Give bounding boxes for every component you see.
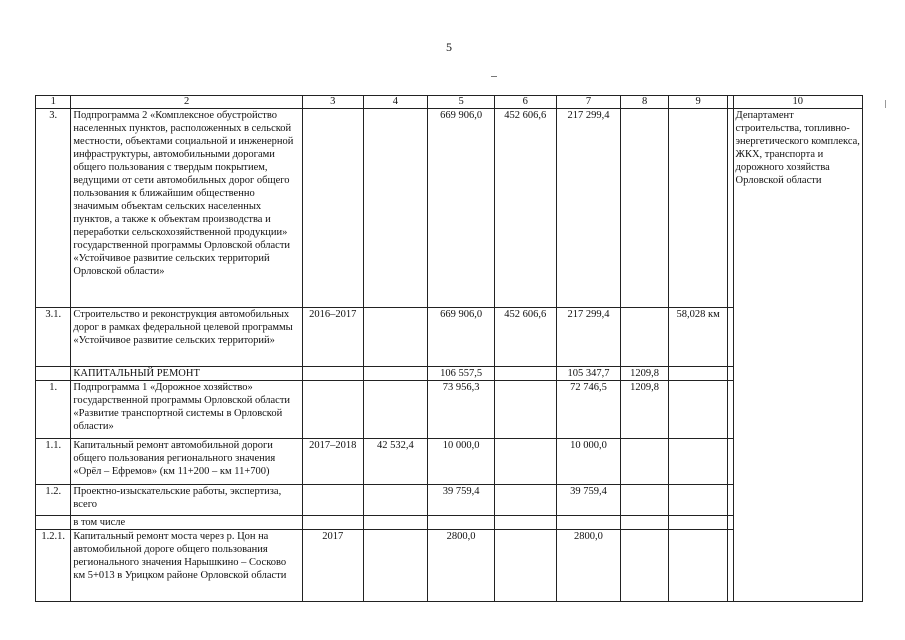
row-col4 [363,308,428,367]
column-gap [728,485,733,516]
row-col7: 39 759,4 [556,485,621,516]
row-number: 1.2. [36,485,71,516]
row-col6 [494,485,556,516]
row-col5: 10 000,0 [428,439,495,485]
header-cell: 4 [363,96,428,109]
row-col7: 10 000,0 [556,439,621,485]
row-period [302,367,363,381]
row-number: 1. [36,381,71,439]
row-col5: 73 956,3 [428,381,495,439]
row-col6 [494,439,556,485]
row-col7: 72 746,5 [556,381,621,439]
header-cell: 6 [494,96,556,109]
row-col9 [668,530,728,602]
row-col6 [494,381,556,439]
header-cell: 3 [302,96,363,109]
row-col9 [668,381,728,439]
row-period: 2016–2017 [302,308,363,367]
row-name: Подпрограмма 1 «Дорожное хозяйство» государственной программы Орловской области «Развитие транспортной системы в Орловской области» [71,381,303,439]
row-number [36,367,71,381]
row-col5: 106 557,5 [428,367,495,381]
row-col4 [363,516,428,530]
row-col8 [621,516,669,530]
row-col7: 2800,0 [556,530,621,602]
row-col8 [621,530,669,602]
column-gap [728,439,733,485]
header-cell: 8 [621,96,669,109]
header-row [36,96,863,109]
row-period: 2017 [302,530,363,602]
row-col6 [494,516,556,530]
row-period [302,516,363,530]
row-col6: 452 606,6 [494,109,556,308]
responsible-department: Департамент строительства, топливно-энергетического комплекса, ЖКХ, транспорта и дорожного хозяйства Орловской области [733,109,862,602]
row-name: КАПИТАЛЬНЫЙ РЕМОНТ [71,367,303,381]
row-col7 [556,516,621,530]
row-period: 2017–2018 [302,439,363,485]
scan-mark [491,76,497,77]
row-period [302,485,363,516]
row-period [302,381,363,439]
row-col8: 1209,8 [621,367,669,381]
table-row [36,109,863,308]
row-name: Капитальный ремонт автомобильной дороги общего пользования регионального значения «Орёл – Ефремов» (км 11+200 – км 11+700) [71,439,303,485]
row-col9: 58,028 км [668,308,728,367]
header-cell: 1 [36,96,71,109]
row-col5: 669 906,0 [428,109,495,308]
row-col9 [668,109,728,308]
row-col4: 42 532,4 [363,439,428,485]
row-col6 [494,367,556,381]
column-gap [728,381,733,439]
row-col7: 105 347,7 [556,367,621,381]
column-gap [728,367,733,381]
row-col9 [668,367,728,381]
scan-mark-right [885,100,886,108]
row-col4 [363,109,428,308]
row-col8 [621,308,669,367]
header-cell: 2 [71,96,303,109]
row-number: 1.1. [36,439,71,485]
row-name: Проектно-изыскательские работы, экспертиза, всего [71,485,303,516]
row-number [36,516,71,530]
row-col5: 39 759,4 [428,485,495,516]
row-col7: 217 299,4 [556,308,621,367]
header-cell: 7 [556,96,621,109]
row-col6: 452 606,6 [494,308,556,367]
row-number: 3.1. [36,308,71,367]
column-gap [728,516,733,530]
row-name: Строительство и реконструкция автомобильных дорог в рамках федеральной целевой программы «Устойчивое развитие сельских территорий» [71,308,303,367]
row-col8: 1209,8 [621,381,669,439]
row-name: в том числе [71,516,303,530]
row-col9 [668,439,728,485]
row-col4 [363,381,428,439]
row-number: 1.2.1. [36,530,71,602]
row-col5: 669 906,0 [428,308,495,367]
page-number: 5 [446,40,452,54]
header-cell: 10 [733,96,862,109]
row-col8 [621,485,669,516]
row-col9 [668,485,728,516]
row-name: Капитальный ремонт моста через р. Цон на автомобильной дороге общего пользования регионального значения Нарышкино – Сосково км 5+013 в Урицком районе Орловской области [71,530,303,602]
column-gap [728,308,733,367]
row-col5 [428,516,495,530]
row-col4 [363,530,428,602]
row-col6 [494,530,556,602]
row-period [302,109,363,308]
row-col9 [668,516,728,530]
header-cell: 9 [668,96,728,109]
row-col8 [621,439,669,485]
column-gap [728,530,733,602]
row-col4 [363,367,428,381]
row-number: 3. [36,109,71,308]
row-name: Подпрограмма 2 «Комплексное обустройство населенных пунктов, расположенных в сельской местности, объектами социальной и инженерной инфраструктуры, автомобильными дорогами общего пользования с твердым покрытием, ведущими от сети автомобильных дорог общего пользования к ближайшим общественно значимым объектам сельских населенных пунктов, а также к объектам производства и переработки сельскохозяйственной продукции» государственной программы Орловской области «Устойчивое развитие сельских территорий Орловской области» [71,109,303,308]
row-col7: 217 299,4 [556,109,621,308]
row-col8 [621,109,669,308]
budget-table [35,95,863,602]
row-col4 [363,485,428,516]
row-col5: 2800,0 [428,530,495,602]
header-cell: 5 [428,96,495,109]
